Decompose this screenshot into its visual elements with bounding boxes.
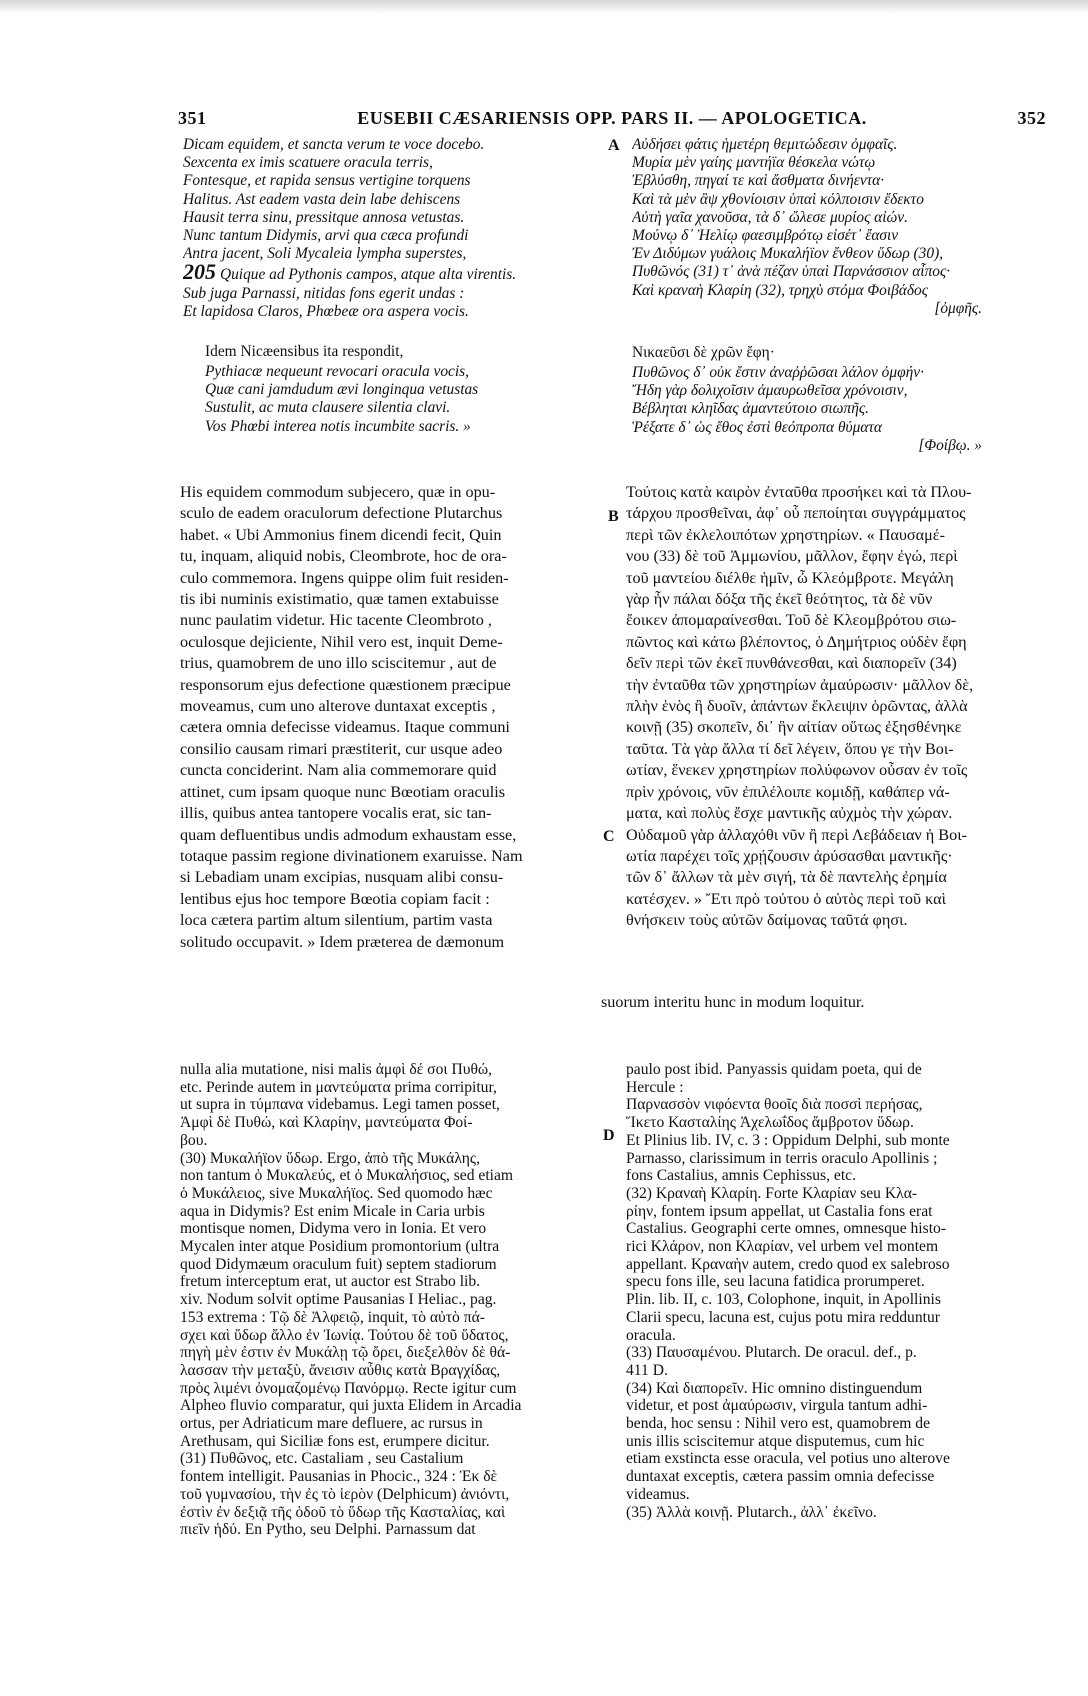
note-line [180, 1468, 600, 1486]
note-line [626, 1273, 1051, 1291]
prose-line [626, 653, 1046, 674]
note-line-text: fons Castalius, amnis Cephissus, etc. [626, 1167, 856, 1185]
prose-line [626, 825, 1046, 846]
note-line [180, 1061, 600, 1079]
prose-line-text: Τούτοις κατὰ καιρὸν ἐνταῦθα προσήκει καὶ τὰ Πλου- [626, 483, 972, 501]
note-line [626, 1344, 1051, 1362]
note-line-text: Parnasso, clarissimum in terris oraculo Apollinis ; [626, 1149, 938, 1167]
note-line-text: specu fons ille, seu lacuna fatidica prorumperet. [626, 1273, 925, 1291]
prose-line-text: loca cætera partim altum silentium, partim vasta [180, 911, 493, 930]
prose-line-text: culo commemora. Ingens quippe olim fuit residen- [180, 568, 509, 587]
note-line-text: oracula. [626, 1326, 676, 1344]
verse-line [183, 303, 583, 321]
note-line-text: Ἀμφὶ δὲ Πυθώ, καὶ Κλαρίην, μαντεύματα Φοί- [180, 1114, 473, 1132]
note-line [180, 1273, 600, 1291]
page-number-left: 351 [178, 108, 207, 128]
prose-line [180, 889, 598, 910]
latin-prose-plutarch [180, 482, 598, 953]
verse-line-text: [ὀμφῆς. [934, 299, 982, 317]
prose-line [180, 932, 598, 953]
note-line [626, 1256, 1051, 1274]
prose-line [180, 867, 598, 888]
note-line [180, 1150, 600, 1168]
prose-line-text: totaque passim regione divinationem exaruisse. Nam [180, 846, 523, 865]
note-line-text: quod Didymæum oraculum fuit) septem stadiorum [180, 1255, 497, 1273]
verse-line [183, 136, 583, 154]
note-line [180, 1486, 600, 1504]
verse-line-text: Βέβληται κληῖδας ἀμαντεύτοιο σιωπῆς. [632, 400, 869, 418]
note-line-text: Παρνασσὸν νιφόεντα θοοῖς διὰ ποσσὶ περήσας, [626, 1096, 923, 1114]
note-line-text: ὁ Μυκάλειος, sive Μυκαλήϊος. Sed quomodo hæc [180, 1184, 493, 1202]
prose-line-text: sculo de eadem oraculorum defectione Plutarchus [180, 504, 503, 523]
note-line [626, 1185, 1051, 1203]
prose-line [626, 910, 1046, 931]
verse-line [632, 136, 1052, 154]
note-line [626, 1504, 1051, 1522]
note-line-text: fontem intelligit. Pausanias in Phocic., 324 : Ἐκ δὲ [180, 1468, 498, 1486]
note-line-text: (30) Μυκαλήϊον ὕδωρ. Ergo, ἀπὸ τῆς Μυκάλης, [180, 1149, 480, 1167]
note-line-text: λασσαν τὴν μεταξὺ, ἄνεισιν αὖθις κατὰ Βραγχίδας, [180, 1361, 501, 1379]
note-line [180, 1185, 600, 1203]
verse-line [632, 300, 1052, 318]
footnotes-left [180, 1061, 600, 1539]
verse-line-text: Sustulit, ac muta clausere silentia clavi. [205, 399, 451, 417]
prose-line [626, 589, 1046, 610]
verse-line [632, 382, 1052, 400]
note-line-text: rici Κλάρον, non Κλαρίαν, vel urbem vel montem [626, 1238, 939, 1256]
note-line-text: Alpheo fluvio comparatur, qui juxta Elidem in Arcadia [180, 1397, 522, 1415]
prose-line [626, 632, 1046, 653]
prose-line-text: solitudo occupavit. » Idem præterea de dæmonum [180, 932, 505, 951]
prose-line [180, 525, 598, 546]
latin-verse-oracle-1 [183, 136, 583, 321]
verse-line [183, 172, 583, 190]
note-line [180, 1504, 600, 1522]
note-line-text: Mycalen inter atque Posidium promontorium (ultra [180, 1238, 500, 1256]
prose-line [180, 610, 598, 631]
verse-line-text: Fontesque, et rapida sensus vertigine torquens [183, 172, 471, 190]
scan-top-edge [0, 0, 1088, 14]
latin-intro-2 [205, 343, 585, 361]
note-line-text: (34) Καὶ διαπορεῖν. Hic omnino distinguendum [626, 1379, 923, 1397]
prose-line-text: τὴν ἐνταῦθα τῶν χρηστηρίων ἀμαύρωσιν· μᾶλλον δὲ, [626, 675, 974, 694]
verse-marker: 205 [183, 263, 216, 285]
note-line-text: πιεῖν ἡδύ. En Pytho, seu Delphi. Parnassum dat [180, 1521, 476, 1539]
note-line [180, 1238, 600, 1256]
prose-line-text: κατέσχεν. » Ἔτι πρὸ τούτου ὁ αὐτὸς περὶ τοῦ καὶ [626, 889, 946, 908]
note-line [180, 1309, 600, 1327]
note-line-text: non tantum ὁ Μυκαλεύς, et ὁ Μυκαλήσιος, sed etiam [180, 1167, 514, 1185]
note-line [180, 1415, 600, 1433]
verse-line [632, 191, 1052, 209]
prose-line [180, 503, 598, 524]
verse-line-text: Vos Phœbi interea notis incumbite sacris. » [205, 417, 471, 435]
prose-line-text: ματα, καὶ πολὺς ἔσχε μαντικῆς αὐχμὸς τὴν χώραν. [626, 804, 953, 823]
verse-line [632, 227, 1052, 245]
note-line [626, 1468, 1051, 1486]
prose-line [180, 760, 598, 781]
note-line-text: nulla alia mutatione, nisi malis ἀμφὶ δέ σοι Πυθώ, [180, 1061, 493, 1078]
running-header [178, 108, 1046, 132]
note-line [180, 1220, 600, 1238]
note-line [626, 1150, 1051, 1168]
prose-line-text: θνήσκειν τοὺς αὐτῶν δαίμονας ταῦτά φησι. [626, 911, 908, 930]
prose-line [180, 482, 598, 503]
verse-line-text: [Φοίβῳ. » [918, 436, 982, 454]
prose-line [626, 760, 1046, 781]
verse-line-text: Sub juga Parnassi, nitidas fons egerit undas : [183, 284, 465, 302]
note-line [180, 1521, 600, 1539]
note-line [180, 1256, 600, 1274]
prose-line-text: His equidem commodum subjecero, quæ in opu- [180, 483, 496, 501]
prose-line-text: νου (33) δὲ τοῦ Ἀμμωνίου, μᾶλλον, ἔφην ἐγώ, περὶ [626, 547, 958, 566]
prose-line-text: attinet, cum ipsam quoque nunc Bœotiam oraculis [180, 782, 506, 801]
verse-line-text: Dicam equidem, et sancta verum te voce docebo. [183, 136, 485, 153]
note-line-text: 411 D. [626, 1361, 668, 1379]
note-line [626, 1450, 1051, 1468]
prose-line-text: τῶν δ᾽ ἄλλων τὰ μὲν σιγή, τὰ δὲ παντελὴς ἐρημία [626, 868, 947, 887]
note-line [626, 1309, 1051, 1327]
prose-line-text: trius, quamobrem de uno illo sciscitemur , aut de [180, 654, 497, 673]
prose-line [180, 675, 598, 696]
note-line-text: paulo post ibid. Panyassis quidam poeta, qui de [626, 1061, 922, 1078]
margin-letter-a: A [608, 137, 620, 154]
note-line-text: aqua in Didymis? Est enim Micale in Caria urbis [180, 1202, 485, 1220]
verse-line-text: Antra jacent, Soli Mycaleia lympha superstes, [183, 245, 467, 263]
prose-line-text: oculosque dejiciente, Nihil vero est, inquit Deme- [180, 632, 503, 651]
prose-line-text: lentibus ejus hoc tempore Bœotia copiam facit : [180, 889, 490, 908]
prose-line-text: Οὐδαμοῦ γὰρ ἀλλαχόθι νῦν ἢ περὶ Λεβάδειαν ἡ Βοι- [626, 825, 967, 844]
greek-verse-oracle-1 [632, 136, 1052, 318]
note-line [180, 1327, 600, 1345]
note-line-text: unis illis sciscitemur atque disputemus, cum hic [626, 1432, 925, 1450]
verse-line [183, 191, 583, 209]
intro-line: Idem Nicæensibus ita respondit, [205, 343, 404, 360]
note-line [180, 1203, 600, 1221]
note-line-text: benda, hoc sensu : Nihil vero est, quamobrem de [626, 1415, 931, 1433]
prose-line [180, 589, 598, 610]
verse-line [183, 154, 583, 172]
prose-line [626, 610, 1046, 631]
verse-line-text: Nunc tantum Didymis, arvi qua cæca profundi [183, 227, 469, 245]
verse-line-text: Πυθῶνος δ᾽ οὐκ ἔστιν ἀναῤῥῶσαι λάλον ὀμφήν· [632, 364, 924, 381]
note-line-text: Clarii specu, lacuna est, cujus potu mira redduntur [626, 1308, 940, 1326]
note-line [180, 1096, 600, 1114]
prose-line [626, 482, 1046, 503]
note-line-text: (31) Πυθῶνος, etc. Castaliam , seu Castalium [180, 1450, 464, 1468]
prose-line-text: πῶντος καὶ κάτω βλέποντος, ὁ Δημήτριος οὐδὲν ἔφη [626, 632, 967, 651]
prose-line-text: cætera omnia defecisse videamus. Itaque communi [180, 718, 510, 737]
latin-verse-oracle-2 [205, 363, 585, 436]
verse-line [632, 209, 1052, 227]
verse-line [632, 282, 1052, 300]
verse-line [205, 418, 585, 436]
note-line-text: ἐστὶν ἐν δεξιᾷ τῆς ὁδοῦ τὸ ὕδωρ τῆς Κασταλίας, καὶ [180, 1503, 506, 1521]
note-line [626, 1291, 1051, 1309]
prose-line [180, 739, 598, 760]
verse-line-text: Quæ cani jamdudum ævi longinqua vetustas [205, 381, 479, 399]
verse-line [183, 285, 583, 303]
note-line [626, 1203, 1051, 1221]
note-line [180, 1079, 600, 1097]
note-line [180, 1167, 600, 1185]
note-line-text: Ἵκετο Κασταλίης Ἀχελωΐδος ἄμβροτον ὕδωρ. [626, 1114, 914, 1132]
verse-line-text: Sexcenta ex imis scatuere oracula terris, [183, 154, 433, 172]
note-line [626, 1061, 1051, 1079]
note-line-text: (32) Κραναὴ Κλαρίη. Forte Κλαρίαν seu Κλα- [626, 1184, 918, 1202]
prose-line-text: γὰρ ἦν πάλαι δόξα τῆς ἐκεῖ θεότητος, τὰ δὲ νῦν [626, 590, 933, 609]
prose-line [626, 525, 1046, 546]
note-line-text: xiv. Nodum solvit optime Pausanias I Heliac., pag. [180, 1291, 497, 1309]
margin-letter-d: D [603, 1127, 615, 1144]
note-line-text: videtur, et post ἀμαύρωσιν, virgula tantum adhi- [626, 1397, 928, 1415]
verse-line [632, 263, 1052, 281]
prose-line-text: πρὶν χρόνοις, νῦν ἐπιλέλοιπε κομιδῇ, καθάπερ νά- [626, 782, 950, 801]
verse-line [632, 245, 1052, 263]
note-line [180, 1450, 600, 1468]
note-line [626, 1238, 1051, 1256]
verse-line [632, 172, 1052, 190]
intro-line: Νικαεῦσι δὲ χρῶν ἔφη· [632, 344, 775, 361]
verse-line-text: Πυθῶνός (31) τ᾽ ἀνὰ πέζαν ὑπαὶ Παρνάσσιον αἶπος· [632, 263, 951, 281]
prose-line [180, 653, 598, 674]
verse-line-text: Pythiacæ nequeunt revocari oracula vocis, [205, 363, 469, 380]
prose-line [626, 568, 1046, 589]
verse-line-text: Αὐτὴ γαῖα χανοῦσα, τὰ δ᾽ ὤλεσε μυρίος αἰών. [632, 208, 908, 226]
note-line-text: Plin. lib. II, c. 103, Colophone, inquit, in Apollinis [626, 1291, 941, 1309]
note-line [626, 1362, 1051, 1380]
prose-line [626, 782, 1046, 803]
note-line-text: duntaxat exceptis, cætera passim omnia defecisse [626, 1468, 935, 1486]
prose-line-text: ωτίαν, ἕνεκεν χρηστηρίων πολύφωνον οὖσαν ἐν τοῖς [626, 761, 968, 780]
prose-line [626, 889, 1046, 910]
prose-line-text: πλὴν ἑνὸς ἢ δυοῖν, ἁπάντων ἔκλειψιν ὁρῶντας, ἀλλὰ [626, 697, 968, 716]
note-line [180, 1380, 600, 1398]
note-line [626, 1114, 1051, 1132]
verse-line [632, 437, 1052, 455]
note-line-text: τοῦ γυμνασίου, τὴν ἐς τὸ ἱερὸν (Delphicum) ἀνιόντι, [180, 1485, 510, 1503]
note-line [180, 1433, 600, 1451]
note-line-text: Castalius. Geographi certe omnes, omnesque histo- [626, 1220, 947, 1238]
note-line-text: Hercule : [626, 1078, 684, 1096]
prose-tail: suorum interitu hunc in modum loquitur. [601, 993, 865, 1011]
verse-line-text: Καὶ τὰ μὲν ἂψ χθονίοισιν ὑπαὶ κόλποισιν ἔδεκτο [632, 190, 924, 208]
note-line-text: montisque nomen, Didyma vero in Ionia. Et vero [180, 1220, 487, 1238]
margin-letter-b: B [608, 508, 619, 525]
verse-line [632, 419, 1052, 437]
note-line-text: ut supra in τύμπανα videbamus. Legi tamen posset, [180, 1096, 500, 1114]
note-line [626, 1486, 1051, 1504]
prose-line [626, 803, 1046, 824]
note-line [626, 1220, 1051, 1238]
prose-line [180, 846, 598, 867]
prose-line-text: illis, quibus antea tantopere vocalis erat, sic tan- [180, 804, 492, 823]
prose-line-text: si Lebadiam unam excipias, nusquam alibi consu- [180, 868, 504, 887]
prose-line [180, 717, 598, 738]
note-line [626, 1433, 1051, 1451]
note-line-text: fretum interceptum erat, ut auctor est Strabo lib. [180, 1273, 481, 1291]
note-line [180, 1114, 600, 1132]
running-title: EUSEBII CÆSARIENSIS OPP. PARS II. — APOLOGETICA. [357, 108, 867, 128]
prose-line [626, 696, 1046, 717]
note-line-text: 153 extrema : Τῷ δὲ Ἀλφειῷ, inquit, τὸ αὐτὸ πά- [180, 1308, 485, 1326]
note-line-text: etiam exstincta esse oracula, vel potius uno alterove [626, 1450, 950, 1468]
prose-line [626, 846, 1046, 867]
verse-line-text: Μούνῳ δ᾽ Ἠελίῳ φαεσιμβρότῳ εἰσέτ᾽ ἔασιν [632, 227, 899, 245]
prose-line-text: τάρχου προσθεῖναι, ἀφ᾽ οὗ πεποίηται συγγράμματος [626, 504, 966, 523]
note-line-text: βου. [180, 1131, 208, 1149]
note-line-text: πρὸς λιμένι ὀνομαζομένῳ Πανόρμῳ. Recte igitur cum [180, 1379, 517, 1397]
note-line-text: (33) Παυσαμένου. Plutarch. De oracul. def., p. [626, 1344, 917, 1362]
note-line-text: πηγὴ μὲν ἐστιν ἐν Μυκάλῃ τῷ ὄρει, διεξελθὸν δὲ θά- [180, 1344, 511, 1362]
prose-line-text: κοινῇ (35) σκοπεῖν, δι᾽ ἣν αἰτίαν οὕτως ἐξησθένηκε [626, 718, 962, 737]
verse-line-text: Ἤδη γὰρ δολιχοῖσιν ἀμαυρωθεῖσα χρόνοισιν, [632, 382, 908, 400]
greek-intro-2 [632, 344, 1052, 362]
verse-line [632, 364, 1052, 382]
verse-line-text: Halitus. Ast eadem vasta dein labe dehiscens [183, 190, 461, 208]
note-line-text: ortus, per Adriaticum mare defluere, ac rursus in [180, 1415, 483, 1433]
greek-prose-plutarch [626, 482, 1046, 932]
prose-line-text: ταῦτα. Τὰ γὰρ ἄλλα τί δεῖ λέγειν, ὅπου γε τὴν Βοι- [626, 739, 954, 758]
prose-line-text: περὶ τῶν ἐκλελοιπότων χρηστηρίων. « Παυσαμέ- [626, 525, 945, 544]
prose-line-text: quam defluentibus undis admodum exhaustam esse, [180, 825, 517, 844]
note-line-text: (35) Ἀλλὰ κοινῇ. Plutarch., ἀλλ᾽ ἐκεῖνο. [626, 1503, 877, 1521]
prose-line [180, 632, 598, 653]
footnotes-right [626, 1061, 1051, 1521]
note-line-text: ρίην, fontem ipsum appellat, ut Castalia fons erat [626, 1202, 933, 1220]
note-line [180, 1362, 600, 1380]
note-line [626, 1096, 1051, 1114]
prose-line [180, 568, 598, 589]
prose-line-text: consilio causam rimari præstiterit, cur usque adeo [180, 739, 503, 758]
verse-line-text: Et lapidosa Claros, Phœbeæ ora aspera vocis. [183, 302, 469, 320]
verse-line-text: Hausit terra sinu, pressitque annosa vetustas. [183, 208, 465, 226]
page-number-right: 352 [1017, 108, 1046, 128]
verse-line [632, 154, 1052, 172]
verse-line [183, 227, 583, 245]
prose-line [626, 675, 1046, 696]
prose-line [180, 910, 598, 931]
note-line [180, 1132, 600, 1150]
prose-line [180, 803, 598, 824]
prose-line [180, 825, 598, 846]
note-line-text: etc. Perinde autem in μαντεύματα prima corripitur, [180, 1078, 497, 1096]
verse-line [632, 400, 1052, 418]
note-line [180, 1344, 600, 1362]
verse-line [205, 399, 585, 417]
verse-line [183, 245, 583, 263]
verse-line-text: Ῥέξατε δ᾽ ὡς ἔθος ἐστὶ θεόπροπα θύματα [632, 418, 882, 436]
prose-line [180, 782, 598, 803]
prose-line [180, 696, 598, 717]
prose-line-text: nunc paulatim videtur. Hic tacente Cleombroto , [180, 611, 492, 630]
prose-line-text: δεῖν περὶ τῶν ἐκεῖ πυνθάνεσθαι, καὶ διαπορεῖν (34) [626, 654, 957, 673]
note-line-text: appellant. Κραναὴν autem, credo quod ex salebroso [626, 1255, 950, 1273]
note-line [626, 1415, 1051, 1433]
prose-line-text: tis ibi numinis existimatio, quæ tamen extabuisse [180, 590, 499, 609]
greek-verse-oracle-2 [632, 364, 1052, 455]
margin-letter-c: C [603, 828, 615, 845]
prose-line-text: habet. « Ubi Ammonius finem dicendi fecit, Quin [180, 525, 502, 544]
prose-line [626, 739, 1046, 760]
note-line [626, 1380, 1051, 1398]
prose-line [626, 717, 1046, 738]
note-line [626, 1167, 1051, 1185]
note-line-text: σχει καὶ ὕδωρ ἄλλο ἐν Ἰωνίᾳ. Τούτου δὲ τοῦ ὕδατος, [180, 1326, 509, 1344]
verse-line [205, 381, 585, 399]
verse-line-text: Μυρία μὲν γαίης μαντήϊα θέσκελα νώτῳ [632, 154, 876, 172]
verse-line-text: Ἐβλύσθη, πηγαί τε καὶ ἄσθματα δινήεντα· [632, 172, 885, 190]
prose-line [626, 503, 1046, 524]
note-line [626, 1327, 1051, 1345]
note-line-text: Arethusam, qui Siciliæ fons est, erumpere dicitur. [180, 1432, 490, 1450]
prose-line-text: tu, inquam, aliquid nobis, Cleombrote, hoc de ora- [180, 547, 507, 566]
prose-line-text: moveamus, cum uno alterove duntaxat exceptis , [180, 697, 496, 716]
note-line [626, 1397, 1051, 1415]
verse-line-text: Ἐν Διδύμων γυάλοις Μυκαλήϊον ἔνθεον ὕδωρ (30), [632, 245, 944, 263]
verse-line [183, 209, 583, 227]
note-line [626, 1079, 1051, 1097]
prose-line-text: τοῦ μαντείου διέλθε ἡμῖν, ὦ Κλεόμβροτε. Μεγάλη [626, 568, 954, 587]
note-line [180, 1397, 600, 1415]
verse-line [205, 363, 585, 381]
note-line-text: Et Plinius lib. IV, c. 3 : Oppidum Delphi, sub monte [626, 1131, 950, 1149]
verse-line-text: Αὐδήσει φάτις ἡμετέρη θεμιτώδεσιν ὀμφαῖς. [632, 136, 898, 153]
verse-line [183, 263, 583, 284]
prose-line-text: cuncta conciderint. Nam alia commemorare quid [180, 761, 497, 780]
verse-line-text: Quique ad Pythonis campos, atque alta virentis. [220, 266, 517, 284]
prose-line-text: ωτία παρέχει τοῖς χρῄζουσιν ἀρύσασθαι μαντικῆς· [626, 846, 953, 865]
note-line-text: videamus. [626, 1485, 690, 1503]
prose-line [626, 546, 1046, 567]
prose-line-text: ἔοικεν ἀπομαραίνεσθαι. Τοῦ δὲ Κλεομβρότου σιω- [626, 611, 957, 630]
verse-line-text: Καὶ κραναὴ Κλαρίη (32), τρηχὺ στόμα Φοιβάδος [632, 281, 928, 299]
prose-line-text: responsorum ejus defectione quæstionem præcipue [180, 675, 511, 694]
prose-line [626, 867, 1046, 888]
note-line [180, 1291, 600, 1309]
prose-line [180, 546, 598, 567]
note-line [626, 1132, 1051, 1150]
